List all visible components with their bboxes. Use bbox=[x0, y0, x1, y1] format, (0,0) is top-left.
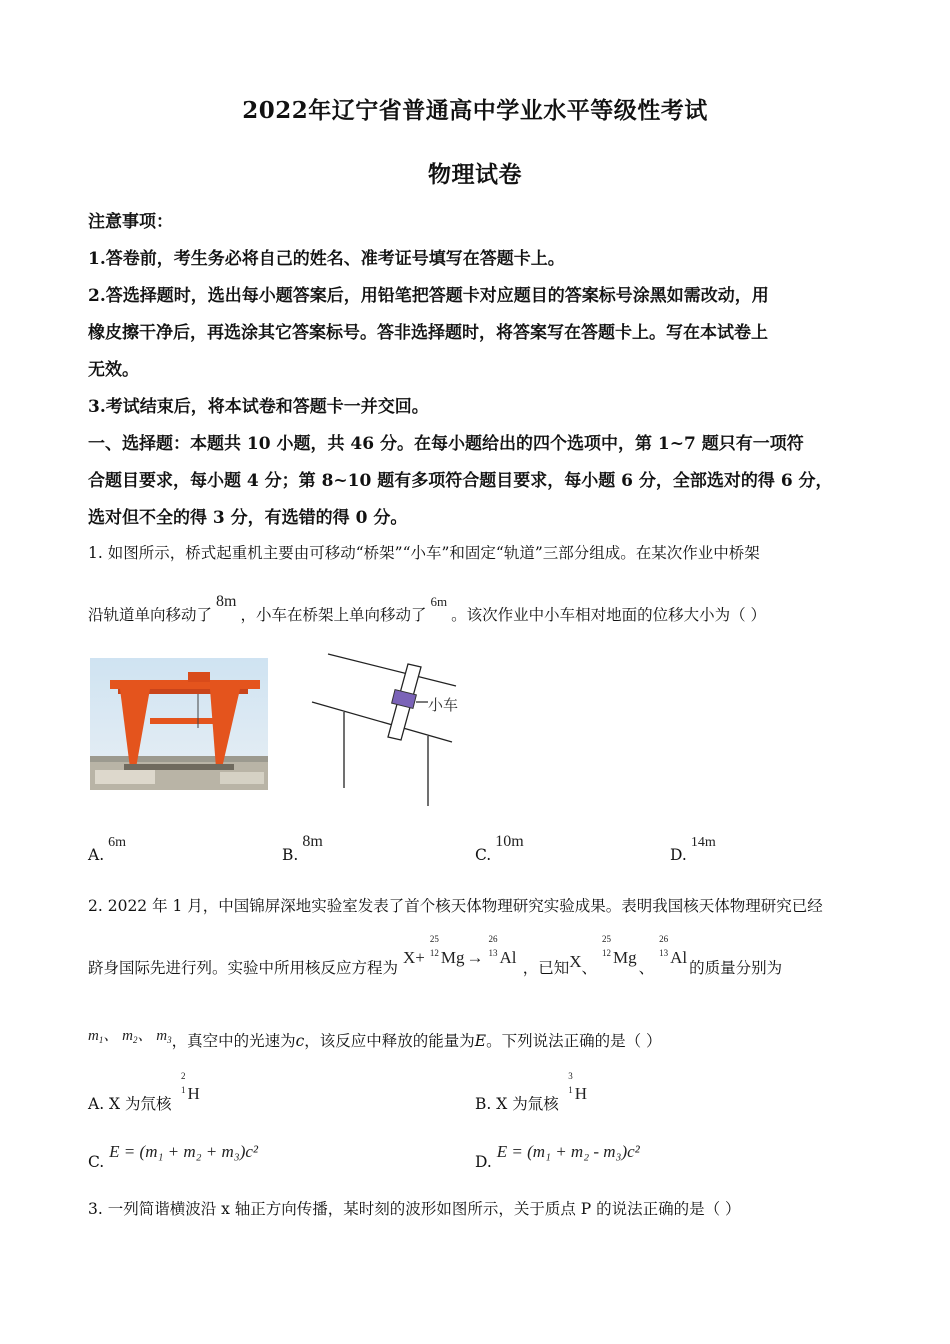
q2-option-a[interactable] bbox=[88, 1071, 202, 1114]
crane-schematic-diagram bbox=[300, 640, 480, 810]
al-isotope: 26 13 Al bbox=[488, 934, 517, 967]
q2-sep-1: 、 bbox=[581, 959, 598, 977]
q2-text-e: 的质量分别为 bbox=[689, 959, 783, 977]
q1-option-b-letter: B. bbox=[282, 846, 299, 864]
q1-value-cart: 6m bbox=[430, 594, 448, 609]
q2-option-d-equation: E = (m₁ + m₂ - m₃)c² bbox=[496, 1142, 640, 1161]
eq-arrow: → bbox=[466, 948, 484, 967]
notice-item-2-line-1: 2.答选择题时，选出每小题答案后，用铅笔把答题卡对应题目的答案标号涂黑如需改动，用 bbox=[88, 286, 769, 306]
q1-line-2 bbox=[88, 593, 878, 627]
q2-line-2 bbox=[88, 934, 878, 979]
q1-option-c-letter: C. bbox=[475, 846, 492, 864]
mass-symbols: $m_1$、 $m_2$、 $m_3$ bbox=[88, 1028, 172, 1045]
q2-sep-2: 、 bbox=[638, 959, 655, 977]
q1-option-a-value: 6m bbox=[108, 835, 127, 850]
reaction-equation bbox=[402, 934, 523, 967]
exam-subtitle: 物理试卷 bbox=[428, 161, 522, 188]
q2-option-c[interactable] bbox=[88, 1142, 258, 1172]
q2-line-3 bbox=[88, 1030, 878, 1057]
q2-option-c-equation: E = (m₁ + m₂ + m₃)c² bbox=[109, 1142, 258, 1161]
notice-item-3: 3.考试结束后，将本试卷和答题卡一并交回。 bbox=[88, 397, 429, 417]
q1-option-a[interactable] bbox=[88, 835, 130, 865]
q2-text-f: ，真空中的光速为 bbox=[171, 1032, 296, 1050]
eq-x: X bbox=[402, 948, 416, 967]
q1-option-a-letter: A. bbox=[88, 846, 105, 864]
q1-text-c: 。该次作业中小车相对地面的位移大小为（ ） bbox=[451, 606, 767, 624]
q1-option-c[interactable] bbox=[475, 833, 528, 865]
q1-option-b[interactable] bbox=[282, 833, 327, 865]
tritium-symbol: 3 1 H bbox=[568, 1071, 587, 1103]
eq-plus: + bbox=[415, 948, 425, 967]
q2-c: c bbox=[295, 1032, 305, 1050]
q2-option-a-text: A. X 为氘核 bbox=[88, 1095, 172, 1113]
section1-line-3: 选对但不全的得 3 分，有选错的得 0 分。 bbox=[88, 508, 408, 528]
q1-option-d[interactable] bbox=[670, 835, 720, 865]
mg-symbol: 25 12 Mg bbox=[602, 934, 637, 967]
notice-block bbox=[88, 204, 868, 537]
notice-item-1: 1.答卷前，考生务必将自己的姓名、准考证号填写在答题卡上。 bbox=[88, 249, 565, 269]
exam-title: 2022年辽宁省普通高中学业水平等级性考试 bbox=[242, 97, 708, 124]
q2-option-b[interactable] bbox=[475, 1071, 589, 1114]
q1-option-d-value: 14m bbox=[690, 835, 716, 850]
q1-option-c-value: 10m bbox=[495, 833, 524, 850]
notice-heading: 注意事项： bbox=[88, 212, 173, 232]
deuterium-symbol: 2 1 H bbox=[181, 1071, 200, 1103]
q2-option-d-letter: D. bbox=[475, 1153, 492, 1171]
cart-label: 小车 bbox=[428, 696, 459, 714]
q1-text-b: ，小车在桥架上单向移动了 bbox=[240, 606, 427, 624]
q2-line-1: 2. 2022 年 1 月，中国锦屏深地实验室发表了首个核天体物理研究实验成果。表明我国核天体物理研究已经 bbox=[88, 897, 823, 915]
mg-isotope: 25 12 Mg bbox=[429, 934, 465, 967]
notice-item-2-line-3: 无效。 bbox=[88, 360, 139, 380]
q2-option-c-letter: C. bbox=[88, 1153, 105, 1171]
x-symbol: X bbox=[569, 952, 582, 971]
q2-text-a: 跻身国际先进行列。实验中所用核反应方程为 bbox=[88, 959, 399, 977]
crane-photo bbox=[90, 658, 268, 790]
q1-option-d-letter: D. bbox=[670, 846, 687, 864]
notice-item-2-line-2: 橡皮擦干净后，再选涂其它答案标号。答非选择题时，将答案写在答题卡上。写在本试卷上 bbox=[88, 323, 768, 343]
q2-E: E bbox=[474, 1032, 487, 1050]
q2-option-b-text: B. X 为氚核 bbox=[475, 1095, 559, 1113]
section1-line-2: 合题目要求，每小题 4 分；第 8~10 题有多项符合题目要求，每小题 6 分，全部选对的得 6 分， bbox=[88, 471, 833, 491]
q1-value-bridge: 8m bbox=[216, 593, 237, 610]
q1-line-1: 1. 如图所示，桥式起重机主要由可移动“桥架”“小车”和固定“轨道”三部分组成。在某次作业中桥架 bbox=[88, 544, 760, 562]
al-symbol: 26 13 Al bbox=[659, 934, 688, 967]
q1-text-a: 沿轨道单向移动了 bbox=[88, 606, 213, 624]
q3-line-1: 3. 一列简谐横波沿 x 轴正方向传播，某时刻的波形如图所示，关于质点 P 的说法正确的是（ ） bbox=[88, 1200, 741, 1218]
q1-option-b-value: 8m bbox=[302, 833, 323, 850]
section1-line-1: 一、选择题：本题共 10 小题，共 46 分。在每小题给出的四个选项中，第 1~7 题只有一项符 bbox=[88, 434, 804, 454]
q2-option-d[interactable] bbox=[475, 1142, 640, 1172]
q2-text-b: ，已知 bbox=[522, 959, 570, 977]
q2-text-g: ，该反应中释放的能量为 bbox=[304, 1032, 475, 1050]
q2-text-h: 。下列说法正确的是（ ） bbox=[486, 1032, 662, 1050]
